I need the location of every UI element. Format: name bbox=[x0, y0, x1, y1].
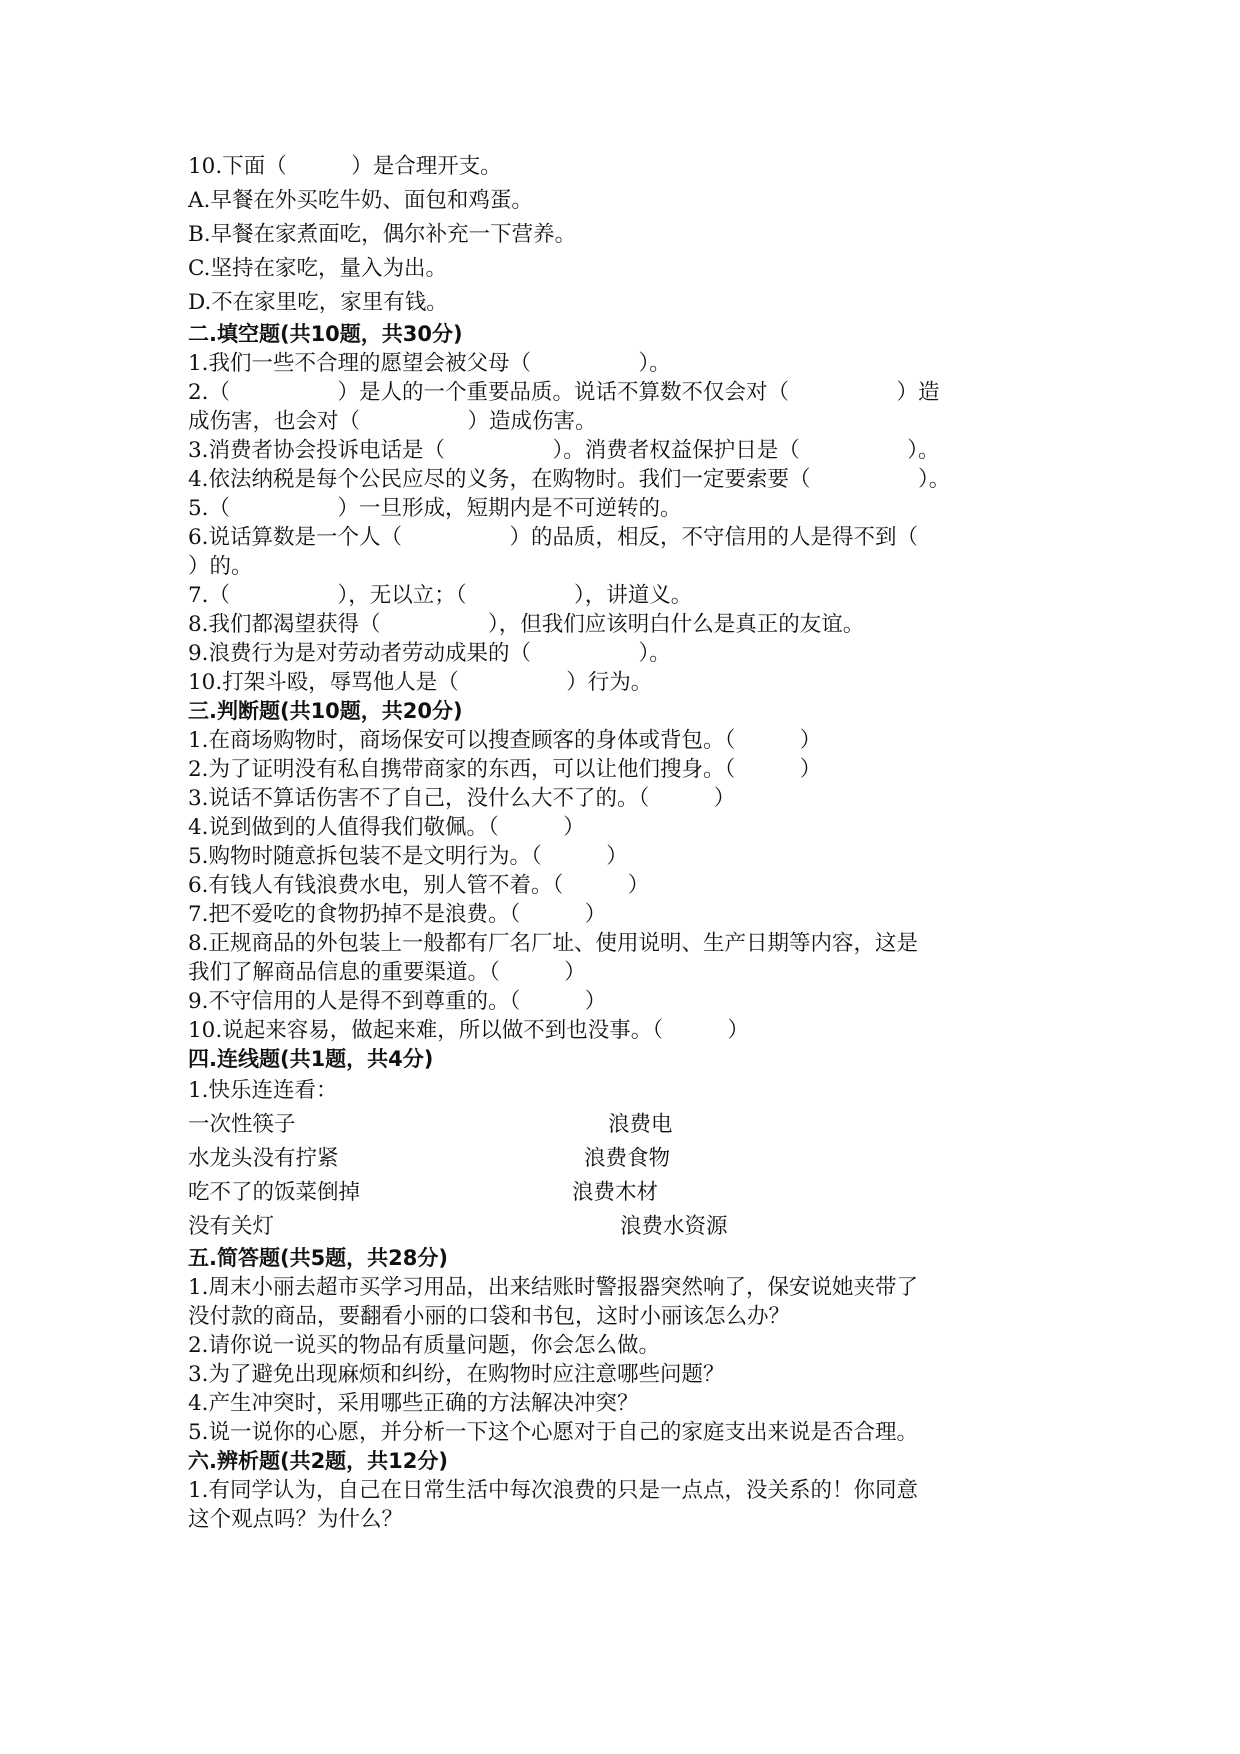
question-line: 8.正规商品的外包装上一般都有厂名厂址、使用说明、生产日期等内容，这是 bbox=[188, 931, 919, 956]
question-line: 1.在商场购物时，商场保安可以搜查顾客的身体或背包。（ ） bbox=[188, 728, 822, 753]
question-line: 1.周末小丽去超市买学习用品，出来结账时警报器突然响了，保安说她夹带了 bbox=[188, 1275, 919, 1300]
question-line: 没付款的商品，要翻看小丽的口袋和书包，这时小丽该怎么办？ bbox=[188, 1304, 791, 1329]
mc-question-10 bbox=[188, 150, 1088, 320]
question-line: 10.打架斗殴，辱骂他人是（ ）行为。 bbox=[188, 670, 653, 695]
option-c: C.坚持在家吃，量入为出。 bbox=[188, 256, 448, 281]
option-b: B.早餐在家煮面吃，偶尔补充一下营养。 bbox=[188, 222, 577, 247]
question-line: 2.请你说一说买的物品有质量问题，你会怎么做。 bbox=[188, 1333, 661, 1358]
section-heading: 三.判断题(共10题，共20分) bbox=[188, 699, 463, 723]
question-line: 6.说话算数是一个人（ ）的品质，相反，不守信用的人是得不到（ bbox=[188, 525, 919, 550]
question-line: 9.浪费行为是对劳动者劳动成果的（ ）。 bbox=[188, 641, 671, 666]
matching-row bbox=[188, 1176, 1088, 1210]
matching-right-item: 浪费水资源 bbox=[620, 1214, 728, 1239]
question-line: 4.产生冲突时，采用哪些正确的方法解决冲突？ bbox=[188, 1391, 639, 1416]
matching-row bbox=[188, 1108, 1088, 1142]
section-analysis bbox=[188, 1447, 1088, 1534]
question-line: 2.（ ）是人的一个重要品质。说话不算数不仅会对（ ）造 bbox=[188, 380, 940, 405]
question-line: 1.我们一些不合理的愿望会被父母（ ）。 bbox=[188, 351, 671, 376]
matching-right-item: 浪费电 bbox=[608, 1112, 673, 1137]
matching-left-item: 一次性筷子 bbox=[188, 1112, 296, 1137]
question-line: 6.有钱人有钱浪费水电，别人管不着。（ ） bbox=[188, 873, 650, 898]
question-line: 5.说一说你的心愿，并分析一下这个心愿对于自己的家庭支出来说是否合理。 bbox=[188, 1420, 919, 1445]
question-line: 这个观点吗？为什么？ bbox=[188, 1507, 404, 1532]
question-text: 10.下面（ ）是合理开支。 bbox=[188, 154, 502, 179]
section-heading: 六.辨析题(共2题，共12分) bbox=[188, 1449, 449, 1473]
question-line: 3.说话不算话伤害不了自己，没什么大不了的。（ ） bbox=[188, 786, 736, 811]
section-heading: 四.连线题(共1题，共4分) bbox=[188, 1047, 434, 1071]
matching-row bbox=[188, 1142, 1088, 1176]
question-line: 10.说起来容易，做起来难，所以做不到也没事。（ ） bbox=[188, 1018, 749, 1043]
section-judgement bbox=[188, 697, 1088, 1045]
matching-left-item: 水龙头没有拧紧 bbox=[188, 1146, 339, 1171]
section-heading: 二.填空题(共10题，共30分) bbox=[188, 322, 463, 346]
matching-left-item: 吃不了的饭菜倒掉 bbox=[188, 1180, 361, 1205]
question-line: 7.把不爱吃的食物扔掉不是浪费。（ ） bbox=[188, 902, 607, 927]
option-d: D.不在家里吃，家里有钱。 bbox=[188, 290, 448, 315]
question-line: 8.我们都渴望获得（ ），但我们应该明白什么是真正的友谊。 bbox=[188, 612, 865, 637]
question-line: 我们了解商品信息的重要渠道。（ ） bbox=[188, 960, 586, 985]
exam-page bbox=[188, 150, 1088, 1534]
matching-right-item: 浪费木材 bbox=[572, 1180, 659, 1205]
question-line: 7.（ ），无以立；（ ），讲道义。 bbox=[188, 583, 693, 608]
question-line: 4.说到做到的人值得我们敬佩。（ ） bbox=[188, 815, 585, 840]
matching-prompt: 1.快乐连连看： bbox=[188, 1078, 338, 1103]
question-line: 5.（ ）一旦形成，短期内是不可逆转的。 bbox=[188, 496, 682, 521]
question-line: 3.为了避免出现麻烦和纠纷，在购物时应注意哪些问题？ bbox=[188, 1362, 725, 1387]
question-line: 2.为了证明没有私自携带商家的东西，可以让他们搜身。（ ） bbox=[188, 757, 822, 782]
question-line: 9.不守信用的人是得不到尊重的。（ ） bbox=[188, 989, 607, 1014]
section-short-answer bbox=[188, 1244, 1088, 1447]
question-line: 成伤害，也会对（ ）造成伤害。 bbox=[188, 409, 597, 434]
section-fill-blank bbox=[188, 320, 1088, 697]
matching-left-item: 没有关灯 bbox=[188, 1214, 275, 1239]
option-a: A.早餐在外买吃牛奶、面包和鸡蛋。 bbox=[188, 188, 533, 213]
question-line: ）的。 bbox=[188, 554, 253, 579]
question-line: 3.消费者协会投诉电话是（ ）。消费者权益保护日是（ ）。 bbox=[188, 438, 940, 463]
section-heading: 五.简答题(共5题，共28分) bbox=[188, 1246, 449, 1270]
question-line: 5.购物时随意拆包装不是文明行为。（ ） bbox=[188, 844, 628, 869]
question-line: 4.依法纳税是每个公民应尽的义务，在购物时。我们一定要索要（ ）。 bbox=[188, 467, 951, 492]
matching-right-item: 浪费食物 bbox=[584, 1146, 671, 1171]
section-matching bbox=[188, 1045, 1088, 1244]
matching-row bbox=[188, 1210, 1088, 1244]
question-line: 1.有同学认为，自己在日常生活中每次浪费的只是一点点，没关系的！你同意 bbox=[188, 1478, 919, 1503]
